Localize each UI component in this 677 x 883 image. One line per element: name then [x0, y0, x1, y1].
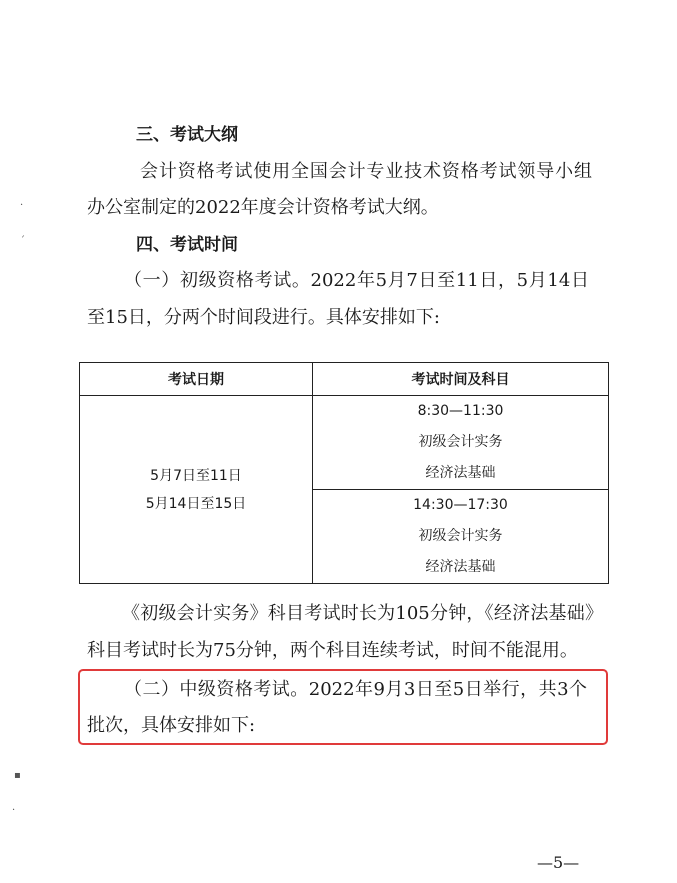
- session-subject: 初级会计实务: [418, 434, 503, 450]
- exam-schedule-table: [79, 362, 609, 584]
- intermediate-line1: （二）中级资格考试。2022年9月3日至5日举行，共3个: [124, 679, 587, 700]
- header-exam-time-subject: 考试时间及科目: [313, 363, 609, 396]
- scan-speck: ·: [12, 805, 16, 816]
- session-time: 8:30—11:30: [417, 403, 504, 419]
- exam-dates-cell: [80, 396, 313, 584]
- table-row: [80, 396, 609, 490]
- header-exam-date: 考试日期: [80, 363, 313, 396]
- section4-heading: 四、考试时间: [136, 235, 238, 255]
- intermediate-line2: 批次，具体安排如下:: [87, 715, 256, 736]
- page-number: —5—: [537, 853, 580, 872]
- scan-speck: ˊ: [20, 236, 25, 247]
- session-subject: 经济法基础: [425, 559, 496, 575]
- morning-session-cell: [313, 396, 609, 490]
- table-header-row: [80, 363, 609, 396]
- session-subject: 初级会计实务: [418, 528, 503, 544]
- section3-para-line1: 会计资格考试使用全国会计专业技术资格考试领导小组: [140, 161, 592, 182]
- session-time: 14:30—17:30: [413, 497, 508, 513]
- session-subject: 经济法基础: [425, 465, 496, 481]
- section4-para-line1: （一）初级资格考试。2022年5月7日至11日，5月14日: [124, 270, 589, 291]
- scan-speck: ·: [20, 200, 24, 211]
- exam-date-1: 5月7日至11日: [150, 467, 242, 484]
- section3-heading: 三、考试大纲: [136, 125, 238, 145]
- afternoon-session-cell: [313, 490, 609, 584]
- note-line1: 《初级会计实务》科目考试时长为105分钟，《经济法基础》: [122, 603, 603, 624]
- section4-para-line2: 至15日，分两个时间段进行。具体安排如下:: [87, 307, 440, 328]
- scan-speck: ▪: [14, 770, 21, 781]
- note-line2: 科目考试时长为75分钟，两个科目连续考试，时间不能混用。: [87, 640, 578, 661]
- section3-para-line2: 办公室制定的2022年度会计资格考试大纲。: [87, 197, 439, 218]
- exam-date-2: 5月14日至15日: [145, 495, 247, 512]
